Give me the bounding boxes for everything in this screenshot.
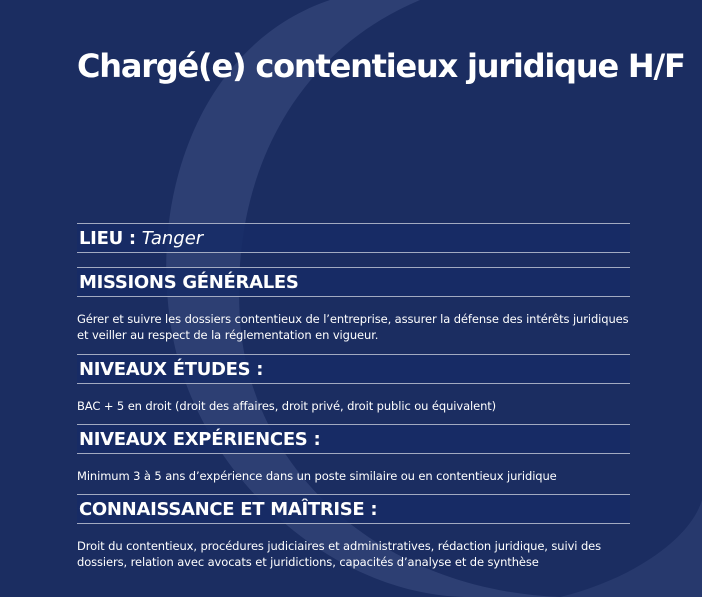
section-heading-label: NIVEAUX EXPÉRIENCES : bbox=[79, 428, 321, 450]
location-band bbox=[77, 223, 630, 253]
section-text-connaissance: Droit du contentieux, procédures judiciaires et administratives, rédaction juridique, suivi des dossiers, relation avec avocats et juridictions, capacités d’analyse et de synthèse bbox=[77, 539, 602, 569]
section-text-missions: Gérer et suivre les dossiers contentieux de l’entreprise, assurer la défense des intérêts juridiques et veiller au respect de la réglementation en vigueur. bbox=[77, 312, 629, 342]
section-text-etudes: BAC + 5 en droit (droit des affaires, droit privé, droit public ou équivalent) bbox=[77, 399, 497, 413]
section-heading-label: CONNAISSANCE ET MAÎTRISE : bbox=[79, 498, 378, 520]
section-text-experiences: Minimum 3 à 5 ans d’expérience dans un poste similaire ou en contentieux juridique bbox=[77, 469, 557, 483]
section-heading-label: MISSIONS GÉNÉRALES bbox=[79, 271, 299, 293]
section-heading-experiences bbox=[77, 424, 630, 454]
section-heading-label: NIVEAUX ÉTUDES : bbox=[79, 358, 264, 380]
section-heading-missions bbox=[77, 267, 630, 297]
location-label: LIEU : bbox=[79, 227, 136, 249]
location-value: Tanger bbox=[141, 227, 204, 249]
section-heading-connaissance bbox=[77, 494, 630, 524]
section-heading-etudes bbox=[77, 354, 630, 384]
job-title: Chargé(e) contentieux juridique H/F bbox=[77, 47, 685, 85]
